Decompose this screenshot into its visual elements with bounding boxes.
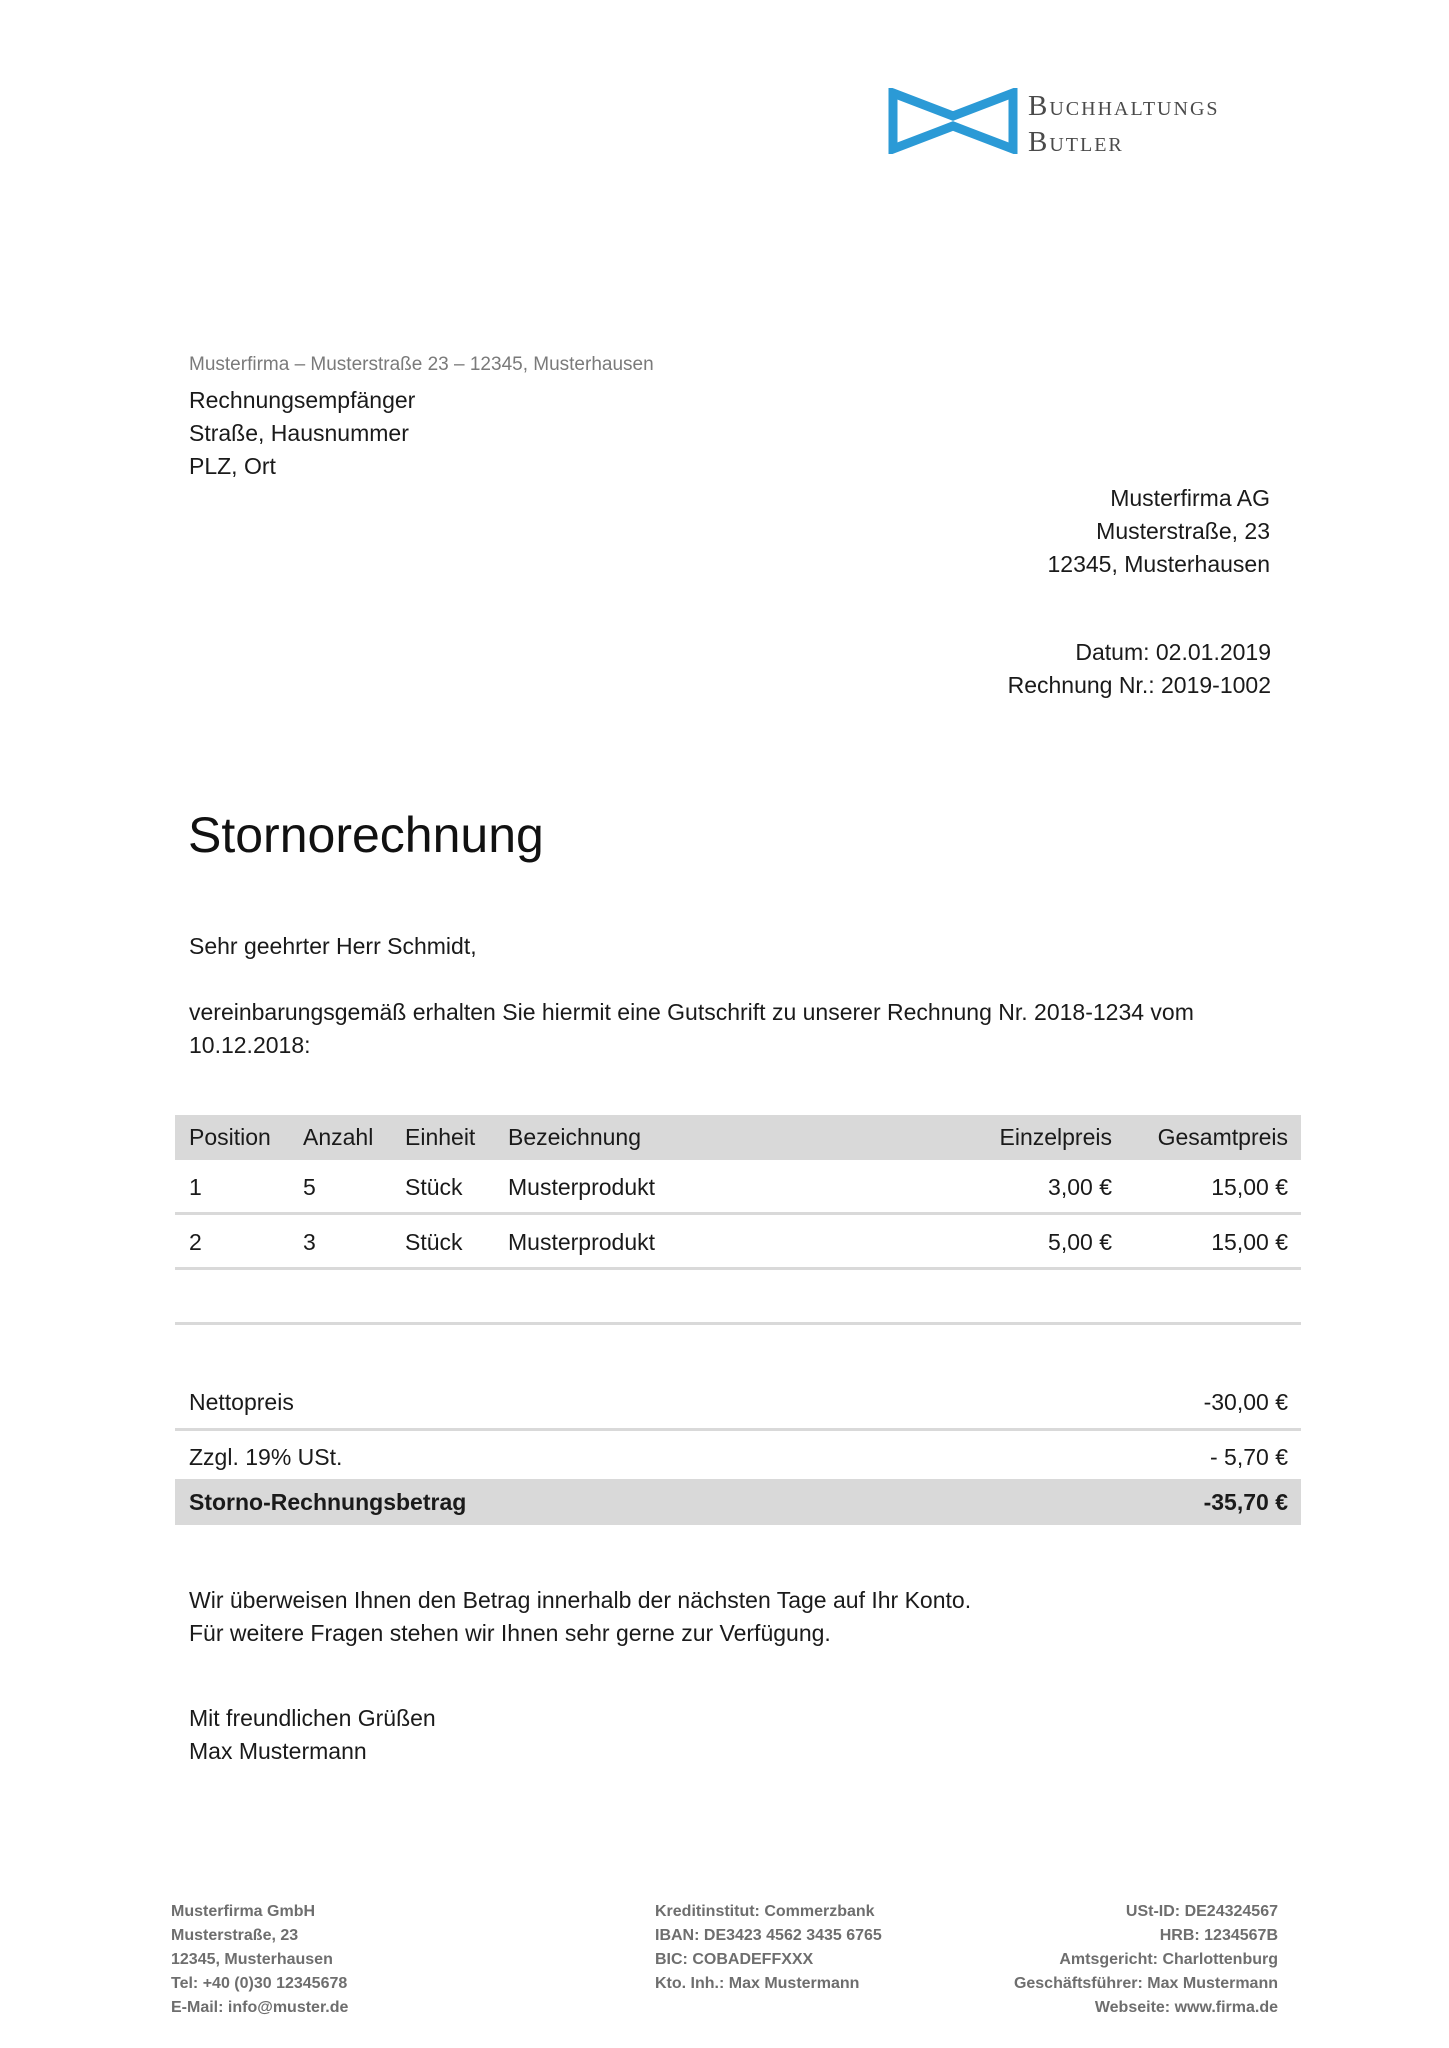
cell-position: 1 (189, 1174, 202, 1200)
summary-block (175, 1376, 1301, 1525)
footer-bank-iban: IBAN: DE3423 4562 3435 6765 (655, 1927, 882, 1944)
cell-position: 2 (189, 1229, 202, 1255)
regards-line: Mit freundlichen Grüßen (189, 1705, 436, 1731)
cell-anzahl: 5 (303, 1174, 316, 1200)
netto-row (175, 1376, 1301, 1431)
netto-value: -30,00 € (1203, 1389, 1288, 1415)
closing-line-2: Für weitere Fragen stehen wir Ihnen sehr gerne zur Verfügung. (189, 1620, 831, 1646)
total-label: Storno-Rechnungsbetrag (189, 1489, 467, 1515)
cell-einzelpreis: 3,00 € (1048, 1174, 1112, 1200)
header-anzahl: Anzahl (303, 1124, 374, 1150)
recipient-name: Rechnungsempfänger (189, 387, 416, 413)
sender-return-line: Musterfirma – Musterstraße 23 – 12345, Musterhausen (189, 354, 654, 375)
recipient-address (189, 384, 415, 483)
footer-company-phone: Tel: +40 (0)30 12345678 (171, 1975, 348, 1992)
netto-label: Nettopreis (189, 1389, 294, 1415)
footer-company (171, 1900, 348, 2020)
cell-gesamtpreis: 15,00 € (1211, 1174, 1288, 1200)
cell-anzahl: 3 (303, 1229, 316, 1255)
footer-company-city: 12345, Musterhausen (171, 1951, 333, 1968)
bowtie-logo-icon (888, 88, 1018, 154)
total-value: -35,70 € (1203, 1489, 1288, 1515)
invoice-date: Datum: 02.01.2019 (1075, 639, 1271, 665)
company-name: Musterfirma AG (1110, 485, 1270, 511)
intro-text: vereinbarungsgemäß erhalten Sie hiermit eine Gutschrift zu unserer Rechnung Nr. 2018-1234 vom 10.12.2018: (189, 999, 1194, 1058)
footer-director: Geschäftsführer: Max Mustermann (1013, 1975, 1278, 1992)
document-title: Stornorechnung (188, 807, 544, 863)
ust-row (175, 1431, 1301, 1479)
cell-einzelpreis: 5,00 € (1048, 1229, 1112, 1255)
footer-court: Amtsgericht: Charlottenburg (1059, 1951, 1278, 1968)
company-city: 12345, Musterhausen (1047, 551, 1270, 577)
table-row (175, 1160, 1301, 1215)
footer-bank-bic: BIC: COBADEFFXXX (655, 1951, 814, 1968)
footer-bank (655, 1900, 882, 1996)
footer-legal (1014, 1900, 1278, 2020)
cell-bezeichnung: Musterprodukt (508, 1229, 656, 1255)
company-logo (888, 88, 1308, 158)
recipient-street: Straße, Hausnummer (189, 420, 409, 446)
footer-company-name: Musterfirma GmbH (171, 1903, 316, 1920)
header-bezeichnung: Bezeichnung (508, 1124, 641, 1150)
cell-gesamtpreis: 15,00 € (1211, 1229, 1288, 1255)
ust-value: - 5,70 € (1210, 1444, 1288, 1470)
closing-text (189, 1584, 971, 1650)
footer-company-street: Musterstraße, 23 (171, 1927, 299, 1944)
company-address (1048, 482, 1271, 581)
table-header-row (175, 1115, 1301, 1160)
logo-wordmark (1028, 88, 1220, 160)
footer-hrb: HRB: 1234567B (1159, 1927, 1278, 1944)
logo-line-2: Butler (1028, 126, 1124, 158)
invoice-number: Rechnung Nr.: 2019-1002 (1007, 672, 1271, 698)
cell-einheit: Stück (405, 1174, 463, 1200)
closing-line-1: Wir überweisen Ihnen den Betrag innerhalb der nächsten Tage auf Ihr Konto. (189, 1587, 972, 1613)
total-row (175, 1479, 1301, 1525)
footer-company-email: E-Mail: info@muster.de (171, 1999, 349, 2016)
greeting: Sehr geehrter Herr Schmidt, (189, 933, 477, 959)
logo-line-1: Buchhaltungs (1028, 90, 1220, 122)
recipient-city: PLZ, Ort (189, 453, 276, 479)
footer-bank-name: Kreditinstitut: Commerzbank (655, 1903, 875, 1920)
ust-label: Zzgl. 19% USt. (189, 1444, 343, 1470)
cell-einheit: Stück (405, 1229, 463, 1255)
items-table (175, 1115, 1301, 1325)
header-einzelpreis: Einzelpreis (999, 1124, 1112, 1150)
signature-block (189, 1702, 436, 1768)
table-row (175, 1215, 1301, 1270)
header-gesamtpreis: Gesamtpreis (1157, 1124, 1288, 1150)
header-einheit: Einheit (405, 1124, 476, 1150)
invoice-meta (1008, 636, 1271, 702)
footer-website: Webseite: www.firma.de (1094, 1999, 1278, 2016)
footer-ust-id: USt-ID: DE24324567 (1125, 1903, 1278, 1920)
header-position: Position (189, 1124, 271, 1150)
cell-bezeichnung: Musterprodukt (508, 1174, 656, 1200)
signer-name: Max Mustermann (189, 1738, 367, 1764)
company-street: Musterstraße, 23 (1096, 518, 1270, 544)
footer-bank-holder: Kto. Inh.: Max Mustermann (655, 1975, 860, 1992)
table-empty-row (175, 1270, 1301, 1325)
